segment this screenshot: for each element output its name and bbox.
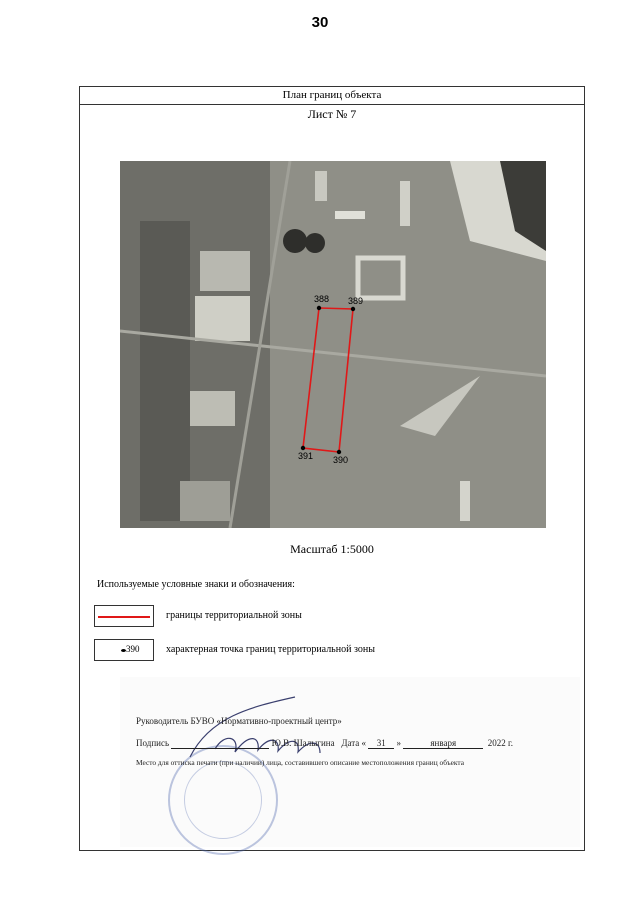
date-month: января — [403, 738, 483, 749]
map-scale: Масштаб 1:5000 — [290, 542, 374, 556]
document-frame — [79, 86, 585, 851]
point-389-marker — [351, 307, 355, 311]
signer-name: Ю.В. Шалыгина — [271, 738, 335, 748]
director-line: Руководитель БУВО «Нормативно-проектный центр» — [136, 716, 342, 726]
seal-note: Место для оттиска печати (при наличии) лица, составившего описание местоположения границ объекта — [136, 758, 465, 767]
legend-boundary-text: границы территориальной зоны — [166, 610, 302, 621]
date-label: Дата « — [341, 738, 367, 748]
legend-point-symbol — [94, 639, 154, 661]
point-label-389: 389 — [348, 296, 364, 306]
legend-point-text: характерная точка границ территориальной зоны — [166, 644, 375, 655]
page-number: 30 — [311, 14, 329, 31]
point-388-marker — [317, 306, 321, 310]
point-391-marker — [301, 446, 305, 450]
date-mid: » — [396, 738, 402, 748]
aerial-photo — [120, 161, 546, 528]
point-label-388: 388 — [314, 294, 330, 304]
red-line-icon — [98, 616, 150, 618]
signature-line — [136, 738, 513, 749]
aerial-photo-svg — [120, 161, 546, 528]
point-label-391: 391 — [298, 451, 314, 461]
legend-title: Используемые условные знаки и обозначения: — [97, 579, 295, 590]
signature-label: Подпись — [136, 738, 170, 748]
date-year: 2022 г. — [487, 738, 513, 748]
date-day: 31 — [368, 738, 394, 749]
signature-block — [120, 677, 580, 847]
legend-point-sample: 390 — [126, 644, 140, 654]
sheet-number: Лист № 7 — [307, 107, 357, 121]
point-390-marker — [337, 450, 341, 454]
point-label-390: 390 — [333, 455, 349, 465]
page-title: План границ объекта — [80, 87, 584, 105]
legend-boundary-symbol — [94, 605, 154, 627]
